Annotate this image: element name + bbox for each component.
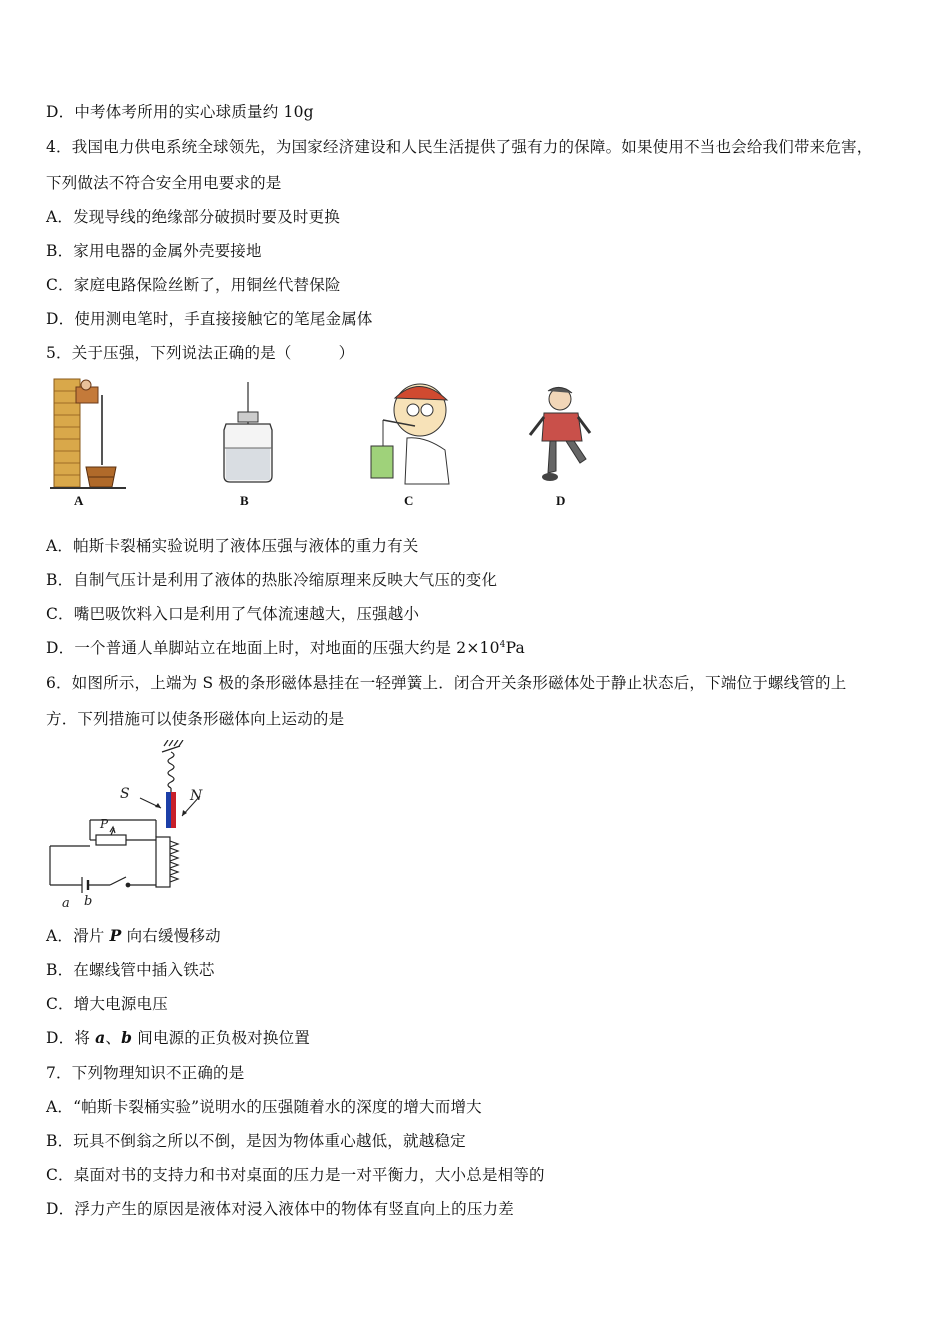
- q5-figure-a-barrel: [50, 375, 130, 495]
- q6-option-a: [46, 926, 221, 946]
- q5-figure-label-c: C: [404, 493, 414, 508]
- q6-option-d-pre: D．将: [46, 1029, 96, 1047]
- q6-option-a-post: 向右缓慢移动: [121, 927, 221, 945]
- q7-option-c: C．桌面对书的支持力和书对桌面的压力是一对平衡力，大小总是相等的: [46, 1166, 545, 1184]
- q4-option-b: B．家用电器的金属外壳要接地: [46, 242, 262, 260]
- q5-figure-b-barometer: [218, 380, 278, 490]
- question-6-stem-cont: 方．下列措施可以使条形磁体向上运动的是: [46, 710, 345, 728]
- q4-option-c: C．家庭电路保险丝断了，用铜丝代替保险: [46, 276, 341, 294]
- q6-option-d-post: 间电源的正负极对换位置: [132, 1029, 310, 1047]
- q5-option-b: B．自制气压计是利用了液体的热胀冷缩原理来反映大气压的变化: [46, 571, 498, 589]
- q6-label-s: S: [120, 786, 130, 802]
- q5-figure-c-drinking-straw: [365, 380, 460, 490]
- q6-option-b: B．在螺线管中插入铁芯: [46, 961, 215, 979]
- q6-label-n: N: [190, 788, 203, 804]
- q5-option-c: C．嘴巴吸饮料入口是利用了气体流速越大，压强越小: [46, 605, 420, 623]
- q6-label-a: a: [62, 896, 70, 911]
- line-d-ball: D．中考体考所用的实心球质量约 10g: [46, 103, 314, 121]
- q6-option-d-var-a: a: [95, 1028, 106, 1047]
- q5-option-d-text: D．一个普通人单脚站立在地面上时，对地面的压强大约是 2×10: [46, 639, 500, 657]
- q5-option-d-exponent: 4: [499, 640, 506, 650]
- question-6-stem: 6．如图所示，上端为 S 极的条形磁体悬挂在一轻弹簧上．闭合开关条形磁体处于静止状态后，下端位于螺线管的上: [46, 674, 847, 692]
- question-5-stem: 5．关于压强，下列说法正确的是（ ）: [46, 344, 355, 362]
- q6-option-d-var-b: b: [121, 1028, 133, 1047]
- q6-label-b: b: [84, 894, 93, 909]
- q4-option-a: A．发现导线的绝缘部分破损时要及时更换: [46, 208, 340, 226]
- q5-option-d: [46, 638, 525, 658]
- q5-figure-d-person-standing: [520, 385, 600, 485]
- q6-option-a-pre: A．滑片: [46, 927, 110, 945]
- q6-option-d: [46, 1028, 310, 1048]
- q7-option-a: A．“帕斯卡裂桶实验”说明水的压强随着水的深度的增大而增大: [46, 1098, 482, 1116]
- q5-option-d-unit: Pa: [505, 639, 525, 657]
- question-4-stem: 4．我国电力供电系统全球领先，为国家经济建设和人民生活提供了强有力的保障。如果使用不当也会给我们带来危害，: [46, 138, 873, 156]
- q5-figure-label-d: D: [556, 493, 566, 508]
- q6-option-a-var: P: [109, 926, 122, 945]
- q5-option-a: A．帕斯卡裂桶实验说明了液体压强与液体的重力有关: [46, 537, 419, 555]
- q4-option-d: D．使用测电笔时，手直接接触它的笔尾金属体: [46, 310, 373, 328]
- q6-option-c: C．增大电源电压: [46, 995, 168, 1013]
- q5-figure-label-a: A: [74, 493, 84, 508]
- question-4-stem-cont: 下列做法不符合安全用电要求的是: [46, 174, 282, 192]
- q6-option-d-mid: 、: [105, 1029, 122, 1047]
- question-7-stem: 7．下列物理知识不正确的是: [46, 1064, 245, 1082]
- q6-label-p: P: [100, 817, 109, 831]
- q7-option-b: B．玩具不倒翁之所以不倒，是因为物体重心越低，就越稳定: [46, 1132, 466, 1150]
- q6-circuit-figure: [44, 740, 214, 915]
- q5-figure-label-b: B: [240, 493, 249, 508]
- q7-option-d: D．浮力产生的原因是液体对浸入液体中的物体有竖直向上的压力差: [46, 1200, 514, 1218]
